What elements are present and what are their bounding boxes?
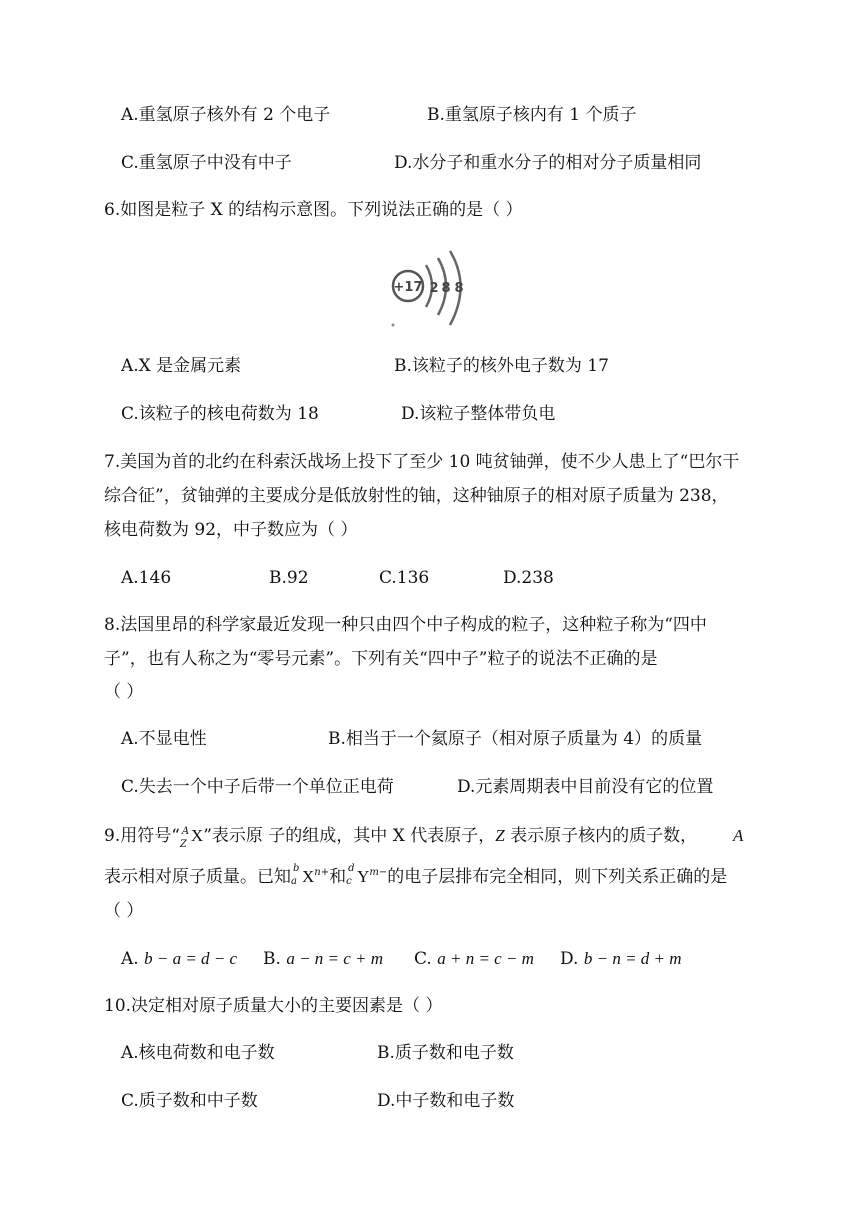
element-symbol-x: X — [190, 826, 204, 845]
z-variable: Z — [495, 826, 505, 845]
q9-text-1a: 9.用符号“ — [104, 826, 180, 846]
a-variable: A — [733, 826, 744, 845]
q8-option-a: A.不显电性 — [121, 729, 207, 749]
q8-option-b: B.相当于一个氦原子（相对原子质量为 4）的质量 — [328, 729, 703, 749]
q10-option-a: A.核电荷数和电子数 — [121, 1043, 275, 1063]
ion-y-mass: d — [348, 863, 355, 874]
q7-option-d: D.238 — [503, 568, 554, 588]
q9-option-b-label: B. — [263, 949, 281, 969]
q5-option-a: A.重氢原子核外有 2 个电子 — [121, 105, 331, 125]
q8-option-c: C.失去一个中子后带一个单位正电荷 — [121, 777, 394, 797]
q5-option-d: D.水分子和重水分子的相对分子质量相同 — [394, 153, 702, 173]
shell-1-electrons: 2 — [429, 281, 439, 296]
q9-option-b-expr: a − n = c + m — [286, 949, 384, 968]
speck-dot — [392, 324, 395, 327]
q9-option-d — [560, 948, 682, 970]
q6-option-c: C.该粒子的核电荷数为 18 — [121, 404, 319, 424]
q9-option-d-expr: b − n = d + m — [583, 949, 682, 968]
q8-line-3: （ ） — [104, 682, 144, 702]
atom-structure-diagram — [385, 249, 475, 329]
q10-option-d: D.中子数和电子数 — [377, 1091, 515, 1111]
mass-number-symbol: A — [181, 826, 190, 837]
shell-2-electrons: 8 — [441, 281, 451, 296]
q7-option-c: C.136 — [379, 568, 430, 588]
ion-x-mass: b — [293, 863, 300, 874]
q9-option-b — [263, 948, 383, 970]
ion-y-charge: m− — [369, 867, 388, 878]
q8-line-1: 8.法国里昂的科学家最近发现一种只由四个中子构成的粒子，这种粒子称为“四中 — [104, 615, 707, 635]
q9-option-a — [121, 948, 237, 970]
q9-and: 和 — [329, 867, 347, 887]
q10-option-b: B.质子数和电子数 — [377, 1043, 514, 1063]
q9-text-2a: 表示相对原子质量。已知 — [104, 867, 291, 887]
q9-text-1c: 表示原子核内的质子数， — [504, 826, 698, 846]
q5-option-c: C.重氢原子中没有中子 — [121, 153, 292, 173]
q7-line-2: 综合征”，贫铀弹的主要成分是低放射性的铀，这种铀原子的相对原子质量为 238， — [104, 486, 729, 506]
q7-option-b: B.92 — [269, 568, 309, 588]
q7-line-1: 7.美国为首的北约在科索沃战场上投下了至少 10 吨贫铀弹，使不少人患上了“巴尔干 — [104, 452, 740, 472]
q9-text-2b: 的电子层排布完全相同，则下列关系正确的是 — [387, 867, 728, 887]
q9-option-c — [414, 948, 534, 970]
q6-option-a: A.X 是金属元素 — [121, 356, 242, 376]
ion-x-symbol: X — [302, 867, 315, 886]
q10-option-c: C.质子数和中子数 — [121, 1091, 258, 1111]
q9-option-a-expr: b − a = d − c — [144, 949, 238, 968]
q10-stem: 10.决定相对原子质量大小的主要因素是（ ） — [104, 996, 443, 1016]
ion-y-prescripts — [346, 862, 357, 887]
ion-x-prescripts — [291, 862, 302, 887]
q9-text-1b: ”表示原 子的组成，其中 X 代表原子， — [203, 826, 496, 846]
ion-y-symbol: Y — [357, 867, 370, 886]
q6-option-d: D.该粒子整体带负电 — [401, 404, 556, 424]
q5-option-b: B.重氢原子核内有 1 个质子 — [427, 105, 637, 125]
q9-line-1 — [104, 825, 698, 850]
ion-x-number: a — [291, 876, 297, 887]
shell-3-electrons: 8 — [454, 281, 464, 296]
q9-option-c-label: C. — [414, 949, 432, 969]
q9-option-a-label: A. — [121, 949, 139, 969]
ion-y-number: c — [346, 876, 352, 887]
q7-option-a: A.146 — [121, 568, 172, 588]
q8-option-d: D.元素周期表中目前没有它的位置 — [457, 777, 714, 797]
nuclide-notation-prescripts — [179, 825, 191, 850]
nucleus-charge: +17 — [393, 280, 423, 295]
q9-line-2 — [104, 862, 727, 888]
q9-option-d-label: D. — [560, 949, 579, 969]
q7-line-3: 核电荷数为 92，中子数应为（ ） — [104, 520, 358, 540]
q9-line-3: （ ） — [104, 901, 144, 921]
q6-stem: 6.如图是粒子 X 的结构示意图。下列说法正确的是（ ） — [104, 200, 523, 220]
atomic-number-symbol: Z — [179, 839, 187, 850]
ion-x-charge: n+ — [314, 867, 330, 878]
q6-option-b: B.该粒子的核外电子数为 17 — [394, 356, 609, 376]
q9-option-c-expr: a + n = c − m — [437, 949, 534, 968]
q8-line-2: 子”，也有人称之为“零号元素”。下列有关“四中子”粒子的说法不正确的是 — [104, 649, 658, 669]
